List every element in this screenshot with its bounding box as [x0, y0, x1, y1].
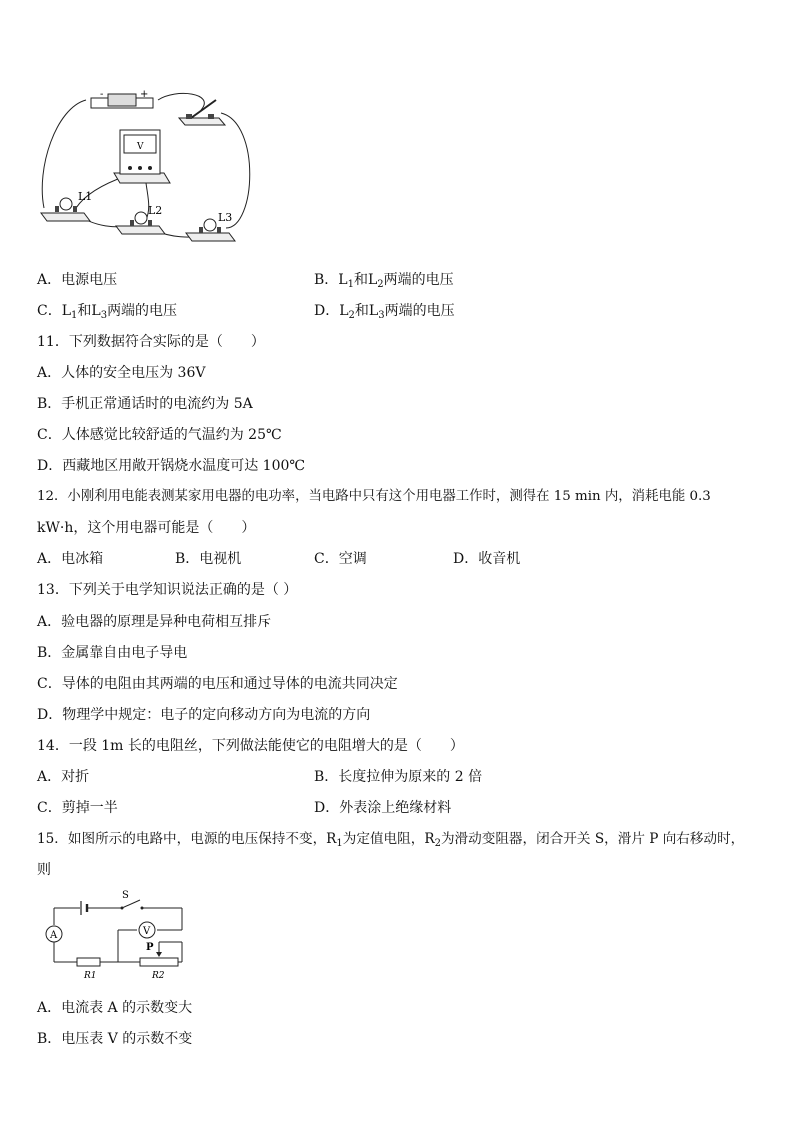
q14-option-c: C．剪掉一半	[37, 800, 118, 816]
q11-option-a: A．人体的安全电压为 36V	[37, 365, 206, 381]
q11-option-d: D．西藏地区用敞开锅烧水温度可达 100℃	[37, 458, 306, 474]
q13-stem: 13．下列关于电学知识说法正确的是（ ）	[37, 582, 298, 598]
voltmeter-icon	[139, 922, 155, 938]
q12-option-c: C．空调	[314, 551, 367, 567]
q14-stem: 14．一段 1m 长的电阻丝，下列做法能使它的电阻增大的是（ ）	[37, 738, 464, 754]
q13-option-c: C．导体的电阻由其两端的电压和通过导体的电流共同决定	[37, 676, 398, 692]
q13-option-d: D．物理学中规定：电子的定向移动方向为电流的方向	[37, 707, 371, 723]
q12-stem-line2: kW·h，这个用电器可能是（ ）	[37, 520, 256, 536]
q15-circuit-figure	[42, 890, 192, 982]
ammeter-label: A	[50, 930, 58, 941]
q10-option-b: B．$L_1$和$L_2$两端的电压	[314, 272, 454, 290]
resistor-r1-icon	[77, 958, 100, 981]
q15-stem-line2: 则	[37, 862, 51, 878]
ammeter-icon	[46, 926, 62, 942]
q12-option-b: B．电视机	[175, 551, 242, 567]
slider-label: P	[146, 942, 154, 953]
q12-option-d: D．收音机	[453, 551, 521, 567]
voltmeter-label: V	[143, 926, 151, 937]
q14-option-a: A．对折	[37, 769, 90, 785]
switch-icon	[121, 890, 144, 910]
q11-option-b: B．手机正常通话时的电流约为 5A	[37, 396, 253, 412]
q10-option-d: D．$L_2$和$L_3$两端的电压	[314, 303, 455, 321]
r2-label: R2	[152, 971, 165, 981]
switch-label: S	[122, 890, 129, 901]
q13-option-a: A．验电器的原理是异种电荷相互排斥	[37, 614, 272, 630]
battery-plus-label: +	[140, 89, 149, 100]
q13-option-b: B．金属靠自由电子导电	[37, 645, 188, 661]
bulb-l2-label: L2	[148, 204, 163, 217]
q14-option-b: B．长度拉伸为原来的 2 倍	[314, 769, 483, 785]
q14-option-d: D．外表涂上绝缘材料	[314, 800, 452, 816]
voltmeter-icon	[114, 130, 170, 183]
r1-label: R1	[84, 971, 97, 981]
knife-switch-icon	[179, 100, 225, 125]
battery-minus-label: -	[100, 89, 104, 100]
q10-option-c: C．$L_1$和$L_3$两端的电压	[37, 303, 178, 321]
battery-icon	[81, 901, 87, 915]
q15-option-a: A．电流表 A 的示数变大	[37, 1000, 193, 1016]
q11-stem: 11．下列数据符合实际的是（ ）	[37, 334, 265, 350]
battery-icon	[91, 89, 153, 108]
q12-stem-line1: 12．小刚利用电能表测某家用电器的电功率，当电路中只有这个用电器工作时，测得在 15 min 内，消耗电能 0.3	[37, 489, 711, 504]
bulb-l3-icon	[186, 211, 235, 241]
bulb-l1-label: L1	[78, 190, 93, 203]
q10-option-a: A．电源电压	[37, 272, 118, 288]
q10-circuit-figure	[36, 88, 276, 260]
q12-option-a: A．电冰箱	[37, 551, 104, 567]
q15-option-b: B．电压表 V 的示数不变	[37, 1031, 193, 1047]
bulb-l2-icon	[116, 204, 165, 234]
q11-option-c: C．人体感觉比较舒适的气温约为 25℃	[37, 427, 282, 443]
q15-stem-line1: 15．如图所示的电路中，电源的电压保持不变，$R_1$为定值电阻，$R_2$为滑动变阻器，闭合开关 S，滑片 P 向右移动时，	[37, 831, 745, 849]
bulb-l3-label: L3	[218, 211, 233, 224]
bulb-l1-icon	[41, 190, 92, 221]
voltmeter-label: V	[137, 142, 144, 152]
